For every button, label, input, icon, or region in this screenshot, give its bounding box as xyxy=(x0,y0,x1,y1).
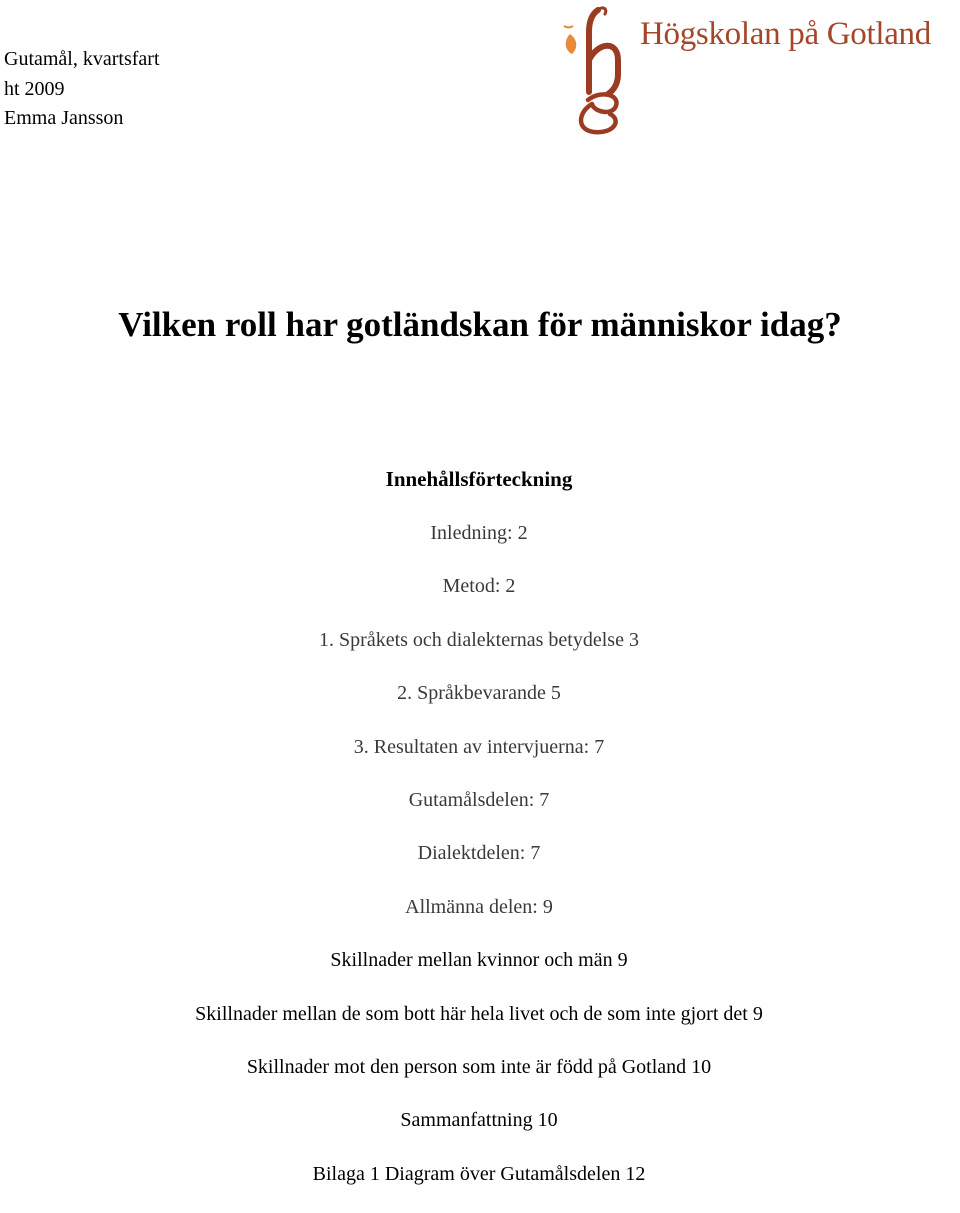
university-name: Högskolan på Gotland xyxy=(640,16,931,52)
toc-item: Sammanfattning 10 xyxy=(400,1109,558,1132)
toc-item: Allmänna delen: 9 xyxy=(405,895,553,918)
toc-item: Dialektdelen: 7 xyxy=(417,842,541,865)
toc-item: Inledning: 2 xyxy=(430,522,528,544)
toc-item: 3. Resultaten av intervjuerna: 7 xyxy=(353,735,605,758)
toc-item: 2. Språkbevarande 5 xyxy=(397,682,561,705)
toc-heading: Innehållsförteckning xyxy=(385,467,573,491)
document-title: Vilken roll har gotländskan för människor idag? xyxy=(118,305,842,344)
document-header xyxy=(4,45,160,134)
toc-item: Gutamålsdelen: 7 xyxy=(408,788,550,811)
toc-item: Skillnader mot den person som inte är född på Gotland 10 xyxy=(246,1055,712,1078)
toc-item: Bilaga 1 Diagram över Gutamålsdelen 12 xyxy=(312,1162,646,1185)
table-of-contents xyxy=(0,519,958,1213)
term: ht 2009 xyxy=(4,77,65,100)
toc-item: Skillnader mellan kvinnor och män 9 xyxy=(330,949,628,972)
toc-item: Metod: 2 xyxy=(442,575,516,598)
university-logo xyxy=(558,4,958,136)
author-name: Emma Jansson xyxy=(4,107,124,129)
toc-item: Skillnader mellan de som bott här hela livet och de som inte gjort det 9 xyxy=(195,1002,763,1025)
course-name: Gutamål, kvartsfart xyxy=(4,48,160,70)
toc-item: 1. Språkets och dialekternas betydelse 3 xyxy=(319,628,639,651)
hg-monogram-icon xyxy=(558,4,638,136)
